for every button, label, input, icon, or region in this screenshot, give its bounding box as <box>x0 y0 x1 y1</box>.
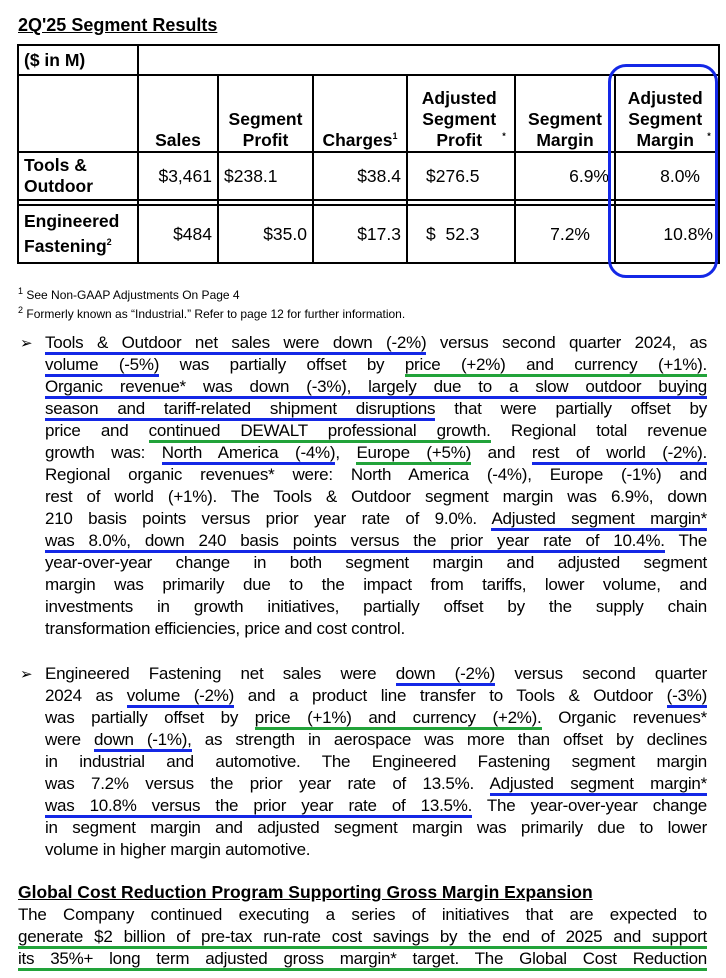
blue-underlined-text: Organic revenue* was down (-3%), largely due to a slow outdoor buying <box>45 377 707 399</box>
section-heading: Global Cost Reduction Program Supporting Gross Margin Expansion <box>18 882 593 902</box>
blue-underlined-text: (-3%) <box>667 686 707 708</box>
blue-underlined-text: Adjusted segment margin* <box>491 509 707 531</box>
text-line <box>45 486 707 508</box>
header-segment-profit: Segment Profit <box>218 75 313 152</box>
blue-underlined-text: volume (-2%) <box>127 686 234 708</box>
text-line <box>45 464 707 486</box>
green-underlined-text: Europe (+5%) <box>356 443 471 465</box>
cell-sales: $484 <box>138 205 218 263</box>
row-label: Engineered Fastening$^2$ <box>18 205 138 263</box>
footnote: $^1$ See Non-GAAP Adjustments On Page 4 <box>18 286 240 302</box>
text-segment: Regional organic revenues* were: North America (-4%), Europe (-1%) and <box>45 465 707 484</box>
text-line <box>45 751 707 773</box>
cell-segment-profit: $35.0 <box>218 205 313 263</box>
tools-outdoor-paragraph <box>45 332 707 640</box>
text-line <box>18 948 707 970</box>
text-line <box>45 817 707 839</box>
text-segment: were <box>45 730 95 749</box>
cell-charges: $17.3 <box>313 205 407 263</box>
bullet-arrow-icon: ➢ <box>20 666 33 683</box>
text-line <box>45 839 707 861</box>
section-title: 2Q'25 Segment Results <box>18 15 218 35</box>
cell-charges: $38.4 <box>313 152 407 200</box>
text-line <box>45 442 707 464</box>
cell-sales: $3,461 <box>138 152 218 200</box>
text-segment: was partially offset by <box>45 708 255 727</box>
text-segment: and a product line transfer to Tools & Outdoor <box>234 686 667 705</box>
text-segment: price and <box>45 421 149 440</box>
text-line <box>45 508 707 530</box>
cell-adjusted-segment-margin: 10.8% <box>615 205 719 263</box>
text-segment: and <box>471 443 532 462</box>
text-line <box>45 420 707 442</box>
green-underlined-text: its 35%+ long term adjusted gross margin* target. The Global Cost Reduction <box>18 949 707 971</box>
header-sales: Sales <box>138 75 218 152</box>
text-line <box>45 795 707 817</box>
text-segment: versus second quarter <box>494 664 707 683</box>
text-segment: in segment margin and adjusted segment margin was primarily due to lower <box>45 818 707 837</box>
text-line <box>45 663 707 685</box>
text-segment: Regional total revenue <box>490 421 707 440</box>
text-segment: growth was: <box>45 443 162 462</box>
text-line <box>45 618 707 640</box>
text-line <box>45 773 707 795</box>
text-segment: volume in higher margin automotive. <box>45 840 311 859</box>
highlight-circle <box>608 64 718 278</box>
green-underlined-text: generate $2 billion of pre-tax run-rate cost savings by the end of 2025 and support <box>18 927 707 949</box>
text-line <box>45 332 707 354</box>
cell-adjusted-segment-margin: 8.0% <box>615 152 719 200</box>
text-segment: that were partially offset by <box>435 399 708 418</box>
blue-underlined-text: volume (-5%) <box>45 355 159 377</box>
text-segment: in industrial and automotive. The Engineered Fastening segment margin <box>45 752 707 771</box>
text-segment: Organic revenues* <box>541 708 707 727</box>
footnote: $^2$ Formerly known as “Industrial.” Refer to page 12 for further information. <box>18 305 406 321</box>
blue-underlined-text: Tools & Outdoor net sales were down (-2%) <box>45 333 426 355</box>
text-line <box>45 596 707 618</box>
text-segment: versus second quarter 2024, as <box>426 333 707 352</box>
unit-label: ($ in M) <box>18 45 138 75</box>
green-underlined-text: continued DEWALT professional growth. <box>149 421 491 443</box>
cell-adjusted-segment-profit: $ 52.3 <box>407 205 515 263</box>
blue-underlined-text: North America (-4%) <box>162 443 336 465</box>
blue-underlined-text: Adjusted segment margin* <box>490 774 707 796</box>
text-line <box>45 574 707 596</box>
text-segment: margin was primarily due to the impact from tariffs, lower volume, and <box>45 575 707 594</box>
text-segment: 2024 as <box>45 686 127 705</box>
text-line <box>45 354 707 376</box>
text-line <box>45 376 707 398</box>
text-segment: as strength in aerospace was more than offset by declines <box>191 730 707 749</box>
green-underlined-text: price (+1%) and currency (+2%). <box>255 708 542 730</box>
text-line <box>45 552 707 574</box>
text-segment: The Company continued executing a series of initiatives that are expected to <box>18 905 707 924</box>
cell-segment-margin: 6.9% <box>515 152 615 200</box>
blue-underlined-text: season and tariff-related shipment disruptions <box>45 399 435 421</box>
text-line <box>45 685 707 707</box>
engineered-fastening-paragraph <box>45 663 707 861</box>
header-charges: Charges$^1$ <box>313 75 407 152</box>
text-segment: The year-over-year change <box>472 796 707 815</box>
cell-segment-margin: 7.2% <box>515 205 615 263</box>
header-blank <box>18 75 138 152</box>
text-segment: was 7.2% versus the prior year rate of 13.5%. <box>45 774 490 793</box>
bullet-arrow-icon: ➢ <box>20 335 33 352</box>
text-segment: 210 basis points versus prior year rate of 9.0%. <box>45 509 492 528</box>
text-line <box>18 926 707 948</box>
text-line <box>45 398 707 420</box>
text-segment: rest of world (+1%). The Tools & Outdoor segment margin was 6.9%, down <box>45 487 707 506</box>
text-segment: The <box>664 531 707 550</box>
blue-underlined-text: down (-2%) <box>396 664 495 686</box>
text-line <box>45 707 707 729</box>
text-segment: year-over-year change in both segment margin and adjusted segment <box>45 553 707 572</box>
header-adjusted-segment-margin: Adjusted Segment Margin * <box>615 75 719 152</box>
blue-underlined-text: was 8.0%, down 240 basis points versus the prior year rate of 10.4%. <box>45 531 665 553</box>
blue-underlined-text: rest of world (-2%). <box>532 443 707 465</box>
text-line <box>18 904 707 926</box>
text-line <box>45 530 707 552</box>
text-segment: transformation efficiencies, price and cost control. <box>45 619 405 638</box>
header-adjusted-segment-profit: Adjusted Segment Profit * <box>407 75 515 152</box>
header-segment-margin: Segment Margin <box>515 75 615 152</box>
text-segment: was partially offset by <box>159 355 405 374</box>
text-segment: investments in growth initiatives, partially offset by the supply chain <box>45 597 707 616</box>
green-underlined-text: price (+2%) and currency (+1%). <box>405 355 707 377</box>
cost-reduction-paragraph <box>18 904 707 970</box>
text-segment: Engineered Fastening net sales were <box>45 664 396 683</box>
row-label: Tools & Outdoor <box>18 152 138 200</box>
blue-underlined-text: down (-1%), <box>94 730 192 752</box>
cell-segment-profit: $238.1 <box>218 152 313 200</box>
cell-adjusted-segment-profit: $276.5 <box>407 152 515 200</box>
text-line <box>45 729 707 751</box>
blue-underlined-text: was 10.8% versus the prior year rate of 13.5%. <box>45 796 472 818</box>
text-segment: , <box>335 443 357 462</box>
